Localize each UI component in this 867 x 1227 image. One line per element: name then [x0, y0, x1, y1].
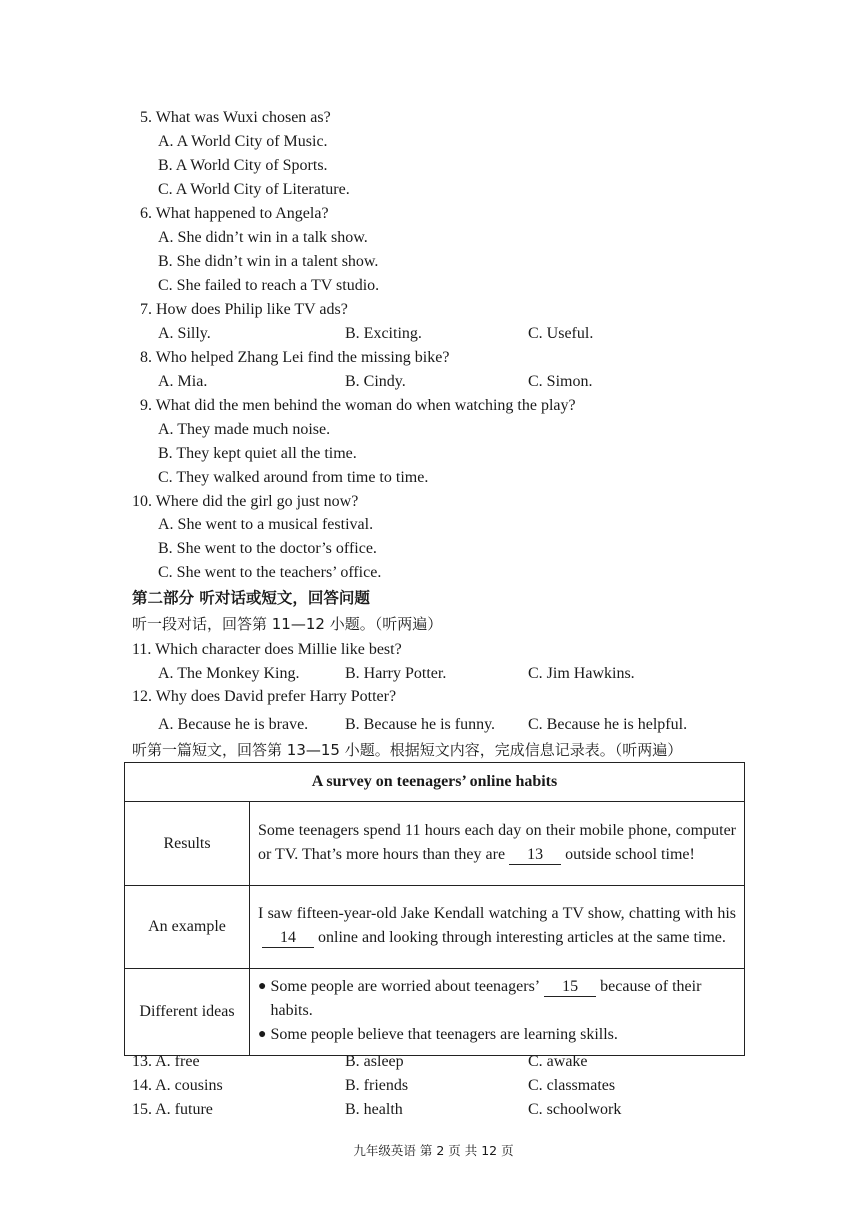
question-11-option-b: B. Harry Potter. [345, 665, 447, 682]
survey-table [124, 762, 745, 1056]
question-12-option-a: A. Because he is brave. [158, 716, 309, 733]
answer-15-option-b: B. health [345, 1101, 403, 1118]
answer-13-option-a: 13. A. free [132, 1053, 200, 1070]
answer-13-option-c: C. awake [528, 1053, 588, 1070]
question-9-option-a: A. They made much noise. [158, 421, 331, 438]
question-6-option-a: A. She didn’t win in a talk show. [158, 229, 368, 246]
question-12-option-c: C. Because he is helpful. [528, 716, 688, 733]
question-12-option-b: B. Because he is funny. [345, 716, 496, 733]
question-10-option-a: A. She went to a musical festival. [158, 516, 374, 533]
question-9-option-b: B. They kept quiet all the time. [158, 445, 357, 462]
blank-14: 14 [262, 929, 314, 948]
question-5-option-c: C. A World City of Literature. [158, 181, 350, 198]
question-7-option-b: B. Exciting. [345, 325, 422, 342]
question-8: 8. Who helped Zhang Lei find the missing bike? [140, 349, 450, 366]
bullet-icon: ● [258, 979, 267, 994]
question-12: 12. Why does David prefer Harry Potter? [132, 688, 397, 705]
question-6: 6. What happened to Angela? [140, 205, 329, 222]
question-7-option-c: C. Useful. [528, 325, 594, 342]
answer-14-option-a: 14. A. cousins [132, 1077, 223, 1094]
results-content: Some teenagers spend 11 hours each day on their mobile phone, computer or TV. That’s more hours than they are 13 outside school time! [250, 802, 745, 886]
bullet-icon: ● [258, 1027, 267, 1042]
question-6-option-b: B. She didn’t win in a talent show. [158, 253, 379, 270]
example-label: An example [125, 886, 250, 969]
idea-2: ● Some people believe that teenagers are learning skills. [258, 1023, 736, 1047]
question-11: 11. Which character does Millie like best? [132, 641, 402, 658]
question-8-option-b: B. Cindy. [345, 373, 406, 390]
question-8-option-a: A. Mia. [158, 373, 208, 390]
answer-14-option-c: C. classmates [528, 1077, 616, 1094]
passage-instruction: 听第一篇短文，回答第 13—15 小题。根据短文内容，完成信息记录表。（听两遍） [132, 741, 683, 759]
results-label: Results [125, 802, 250, 886]
example-content: I saw fifteen-year-old Jake Kendall watching a TV show, chatting with his14 online and looking through interesting articles at the same time. [250, 886, 745, 969]
blank-13: 13 [509, 846, 561, 865]
answer-15-option-c: C. schoolwork [528, 1101, 622, 1118]
question-10-option-b: B. She went to the doctor’s office. [158, 540, 377, 557]
question-5: 5. What was Wuxi chosen as? [140, 109, 331, 126]
blank-15: 15 [544, 978, 596, 997]
ideas-content [250, 969, 745, 1056]
survey-title: A survey on teenagers’ online habits [125, 763, 745, 802]
part-2-title: 第二部分 听对话或短文，回答问题 [132, 589, 370, 607]
answer-14-option-b: B. friends [345, 1077, 409, 1094]
idea-1: ● Some people are worried about teenagers’ 15 because of their habits. [258, 975, 736, 1023]
question-10: 10. Where did the girl go just now? [132, 493, 359, 510]
answer-15-option-a: 15. A. future [132, 1101, 213, 1118]
ideas-label: Different ideas [125, 969, 250, 1056]
question-10-option-c: C. She went to the teachers’ office. [158, 564, 382, 581]
question-6-option-c: C. She failed to reach a TV studio. [158, 277, 380, 294]
answer-13-option-b: B. asleep [345, 1053, 404, 1070]
question-7-option-a: A. Silly. [158, 325, 211, 342]
question-11-option-c: C. Jim Hawkins. [528, 665, 635, 682]
question-7: 7. How does Philip like TV ads? [140, 301, 348, 318]
page-footer: 九年级英语 第 2 页 共 12 页 [353, 1143, 514, 1158]
question-5-option-b: B. A World City of Sports. [158, 157, 328, 174]
question-8-option-c: C. Simon. [528, 373, 593, 390]
question-5-option-a: A. A World City of Music. [158, 133, 328, 150]
question-9: 9. What did the men behind the woman do when watching the play? [140, 397, 576, 414]
question-9-option-c: C. They walked around from time to time. [158, 469, 429, 486]
dialogue-instruction: 听一段对话，回答第 11—12 小题。（听两遍） [132, 615, 443, 633]
question-11-option-a: A. The Monkey King. [158, 665, 300, 682]
